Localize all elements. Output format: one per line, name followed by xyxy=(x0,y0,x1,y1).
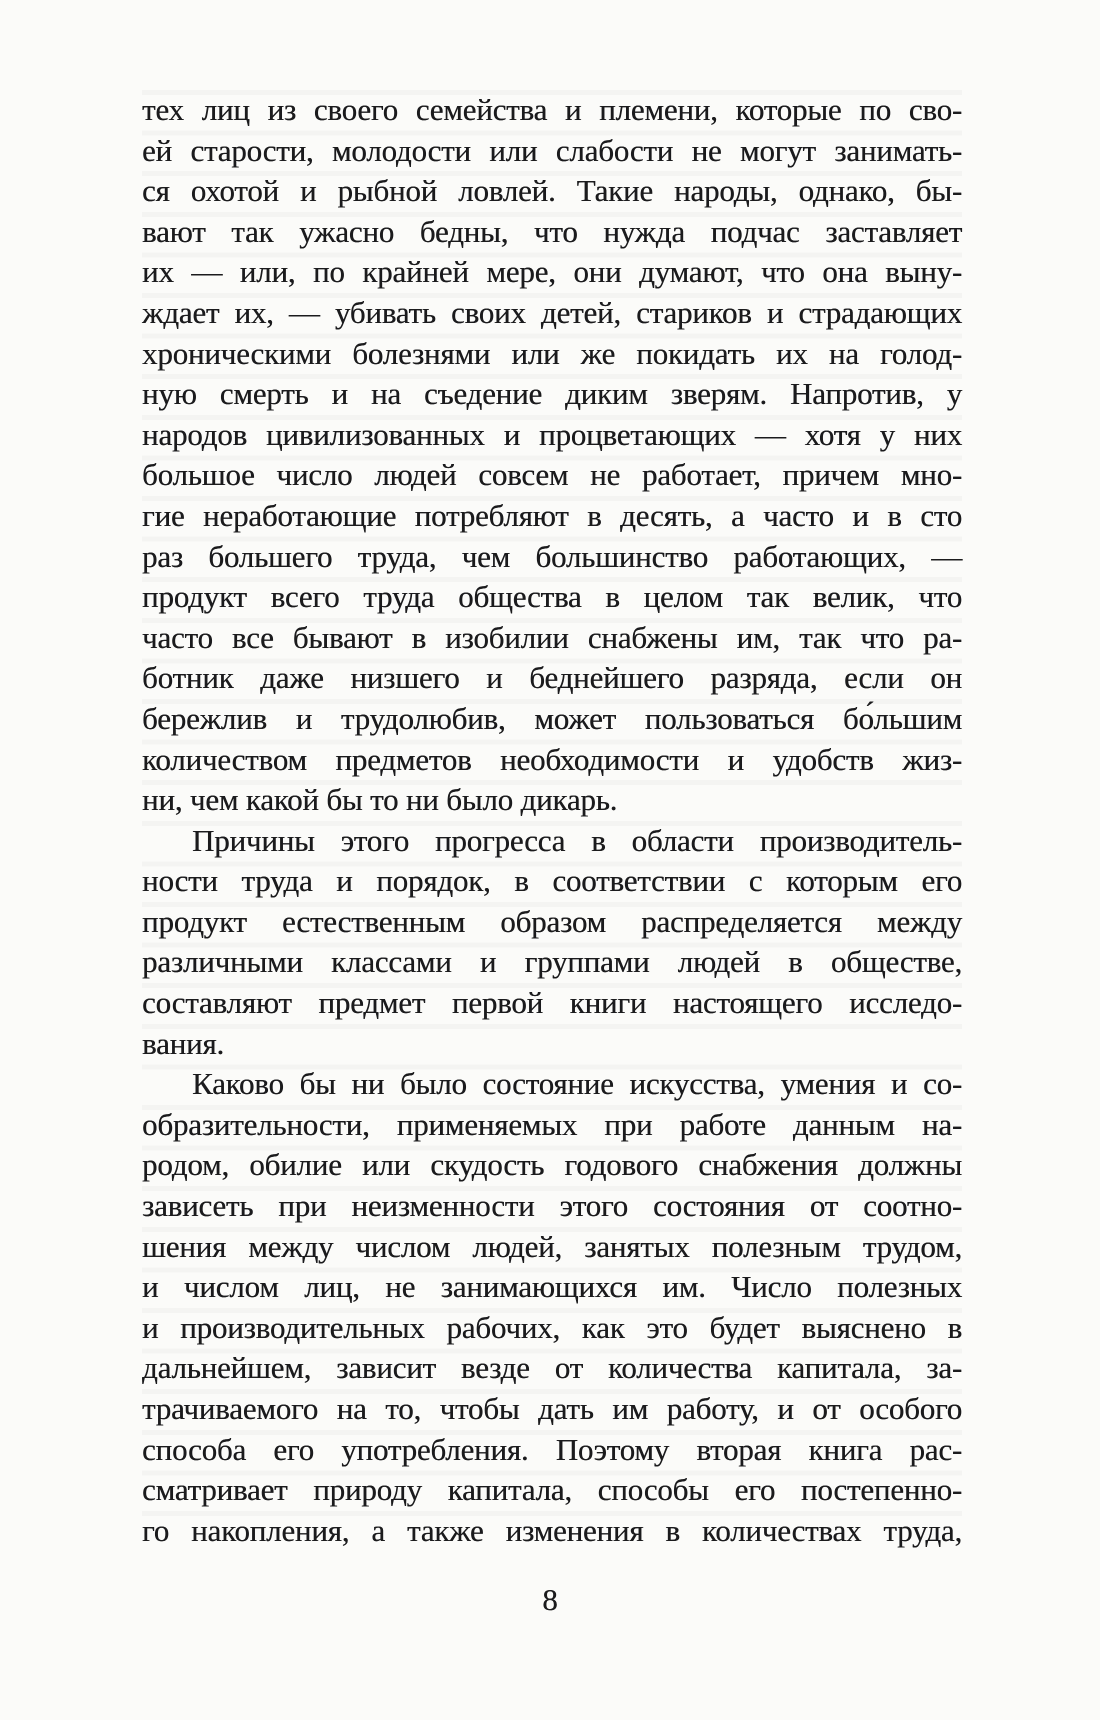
text-line: тех лиц из своего семейства и племени, которые по сво- xyxy=(142,92,962,127)
text-line: образительности, применяемых при работе данным на- xyxy=(142,1106,962,1142)
text-line: дальнейшем, зависит везде от количества капитала, за- xyxy=(142,1350,962,1386)
text-line: продукт естественным образом распределяется между xyxy=(142,903,962,939)
text-line: различными классами и группами людей в обществе, xyxy=(142,944,962,980)
page-text xyxy=(142,90,962,1551)
text-line: Каково бы ни было состояние искусства, умения и со- xyxy=(192,1066,962,1102)
text-line: составляют предмет первой книги настоящего исследо- xyxy=(142,985,962,1021)
text-line: вают так ужасно бедны, что нужда подчас заставляет xyxy=(142,213,962,249)
text-line: ждает их, — убивать своих детей, стариков и страдающих xyxy=(142,294,962,330)
text-line: шения между числом людей, занятых полезным трудом, xyxy=(142,1228,962,1264)
text-line: часто все бывают в изобилии снабжены им, так что ра- xyxy=(142,619,962,655)
text-line: количеством предметов необходимости и удобств жиз- xyxy=(142,741,962,777)
text-line: большое число людей совсем не работает, причем мно- xyxy=(142,457,962,493)
text-line: трачиваемого на то, чтобы дать им работу, и от особого xyxy=(142,1391,962,1426)
text-line: Причины этого прогресса в области производитель- xyxy=(192,822,962,858)
text-line: гие неработающие потребляют в десять, а часто и в сто xyxy=(142,497,962,533)
text-line: и производительных рабочих, как это будет выяснено в xyxy=(142,1309,962,1345)
text-line: продукт всего труда общества в целом так велик, что xyxy=(142,579,962,615)
text-line: способа его употребления. Поэтому вторая книга рас- xyxy=(142,1431,962,1467)
text-line: хроническими болезнями или же покидать их на голод- xyxy=(142,335,962,371)
text-line: ботник даже низшего и беднейшего разряда, если он xyxy=(142,660,962,696)
text-line: раз большего труда, чем большинство работающих, — xyxy=(142,538,962,574)
text-line: ей старости, молодости или слабости не могут занимать- xyxy=(142,132,962,168)
page-number: 8 xyxy=(542,1582,558,1617)
text-line: вания. xyxy=(142,1025,224,1061)
text-line: ся охотой и рыбной ловлей. Такие народы, однако, бы- xyxy=(142,173,962,209)
text-line: зависеть при неизменности этого состояния от соотно- xyxy=(142,1188,962,1224)
text-line: родом, обилие или скудость годового снабжения должны xyxy=(142,1147,962,1183)
text-line: и числом лиц, не занимающихся им. Число полезных xyxy=(142,1269,962,1305)
text-line: бережлив и трудолюбив, может пользоваться бо́льшим xyxy=(142,700,962,736)
text-line: их — или, по крайней мере, они думают, что она выну- xyxy=(142,254,962,290)
text-line: го накопления, а также изменения в количествах труда, xyxy=(142,1512,962,1548)
text-line: народов цивилизованных и процветающих — хотя у них xyxy=(142,416,962,452)
text-line: ную смерть и на съедение диким зверям. Напротив, у xyxy=(142,376,962,412)
text-line: ни, чем какой бы то ни было дикарь. xyxy=(142,782,618,818)
text-line: ности труда и порядок, в соответствии с которым его xyxy=(142,863,962,899)
text-line: сматривает природу капитала, способы его постепенно- xyxy=(142,1472,962,1508)
